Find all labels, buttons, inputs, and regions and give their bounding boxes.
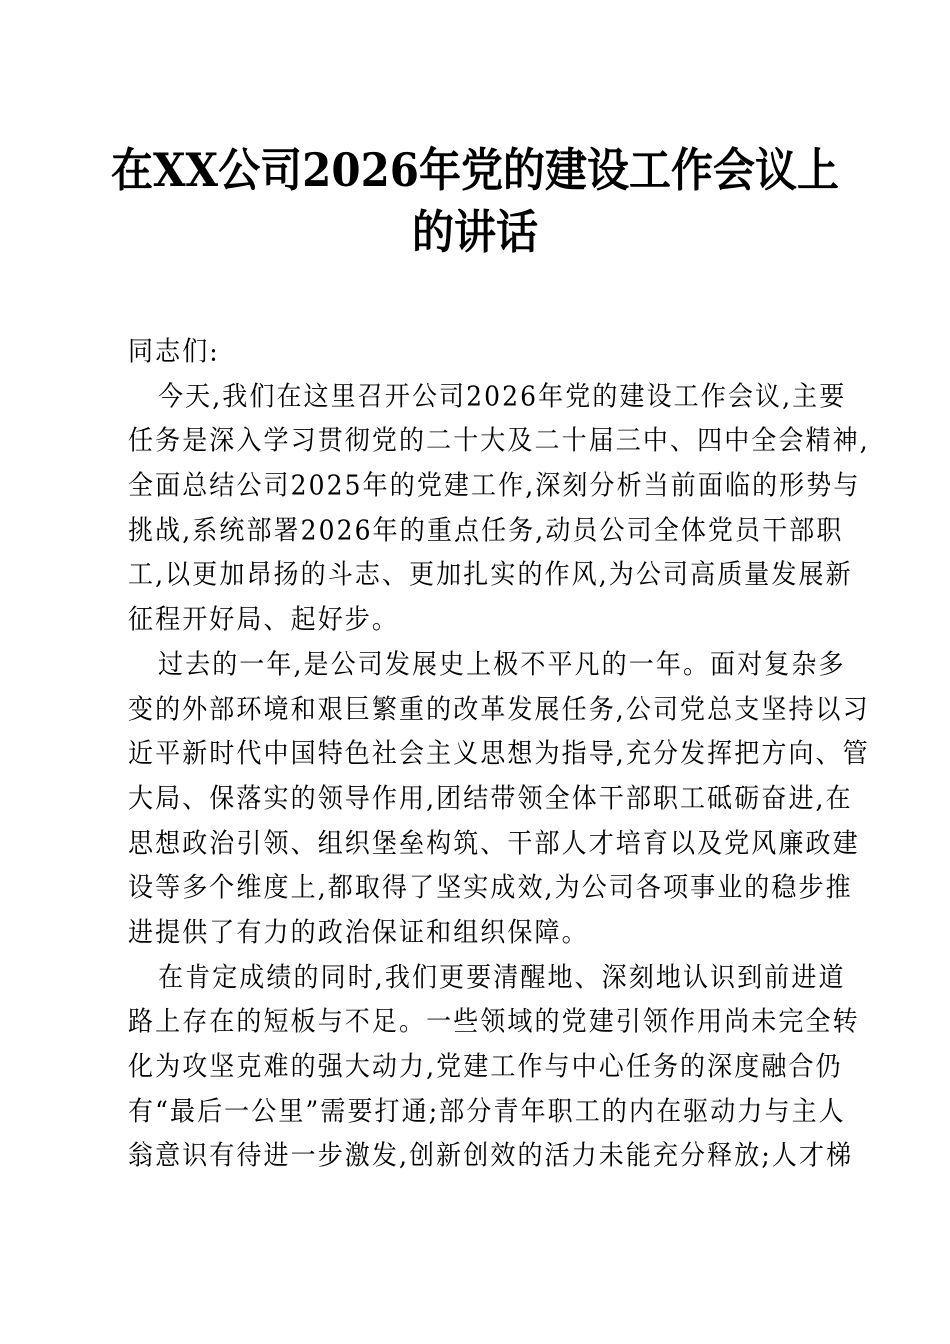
body-line: 在肯定成绩的同时,我们更要清醒地、深刻地认识到前进道	[158, 961, 846, 993]
body-line: 大局、保落实的领导作用,团结带领全体干部职工砥砺奋进,在	[128, 782, 853, 814]
title-line-1: 在XX公司2026年党的建设工作会议上	[110, 143, 840, 198]
document-body	[128, 330, 870, 1179]
body-line: 进提供了有力的政治保证和组织保障。	[128, 916, 589, 949]
body-line: 路上存在的短板与不足。一些领域的党建引领作用尚未完全转	[128, 1006, 860, 1038]
body-line: 全面总结公司2025年的党建工作,深刻分析当前面临的形势与	[128, 469, 861, 502]
body-line: 翁意识有待进一步激发,创新创效的活力未能充分释放;人才梯	[128, 1140, 854, 1172]
body-line: 有“最后一公里”需要打通;部分青年职工的内在驱动力与主人	[128, 1095, 846, 1127]
body-line: 征程开好局、起好步。	[128, 603, 400, 636]
body-line: 工,以更加昂扬的斗志、更加扎实的作风,为公司高质量发展新	[128, 559, 853, 591]
body-line: 今天,我们在这里召开公司2026年党的建设工作会议,主要	[158, 380, 847, 412]
body-line: 变的外部环境和艰巨繁重的改革发展任务,公司党总支坚持以习	[128, 693, 870, 725]
title-line-2: 的讲话	[411, 204, 538, 259]
body-line: 化为攻坚克难的强大动力,党建工作与中心任务的深度融合仍	[128, 1050, 843, 1083]
document-title	[110, 140, 840, 263]
salutation: 同志们:	[128, 335, 220, 368]
body-line: 近平新时代中国特色社会主义思想为指导,充分发挥把方向、管	[128, 737, 870, 770]
body-line: 任务是深入学习贯彻党的二十大及二十届三中、四中全会精神,	[128, 425, 870, 457]
body-line: 思想政治引领、组织堡垒构筑、干部人才培育以及党风廉政建	[128, 827, 860, 859]
body-paragraphs	[128, 375, 870, 1179]
body-line: 设等多个维度上,都取得了坚实成效,为公司各项事业的稳步推	[128, 872, 853, 904]
body-line: 过去的一年,是公司发展史上极不平凡的一年。面对复杂多	[158, 648, 846, 680]
body-line: 挑战,系统部署2026年的重点任务,动员公司全体党员干部职	[128, 514, 844, 546]
